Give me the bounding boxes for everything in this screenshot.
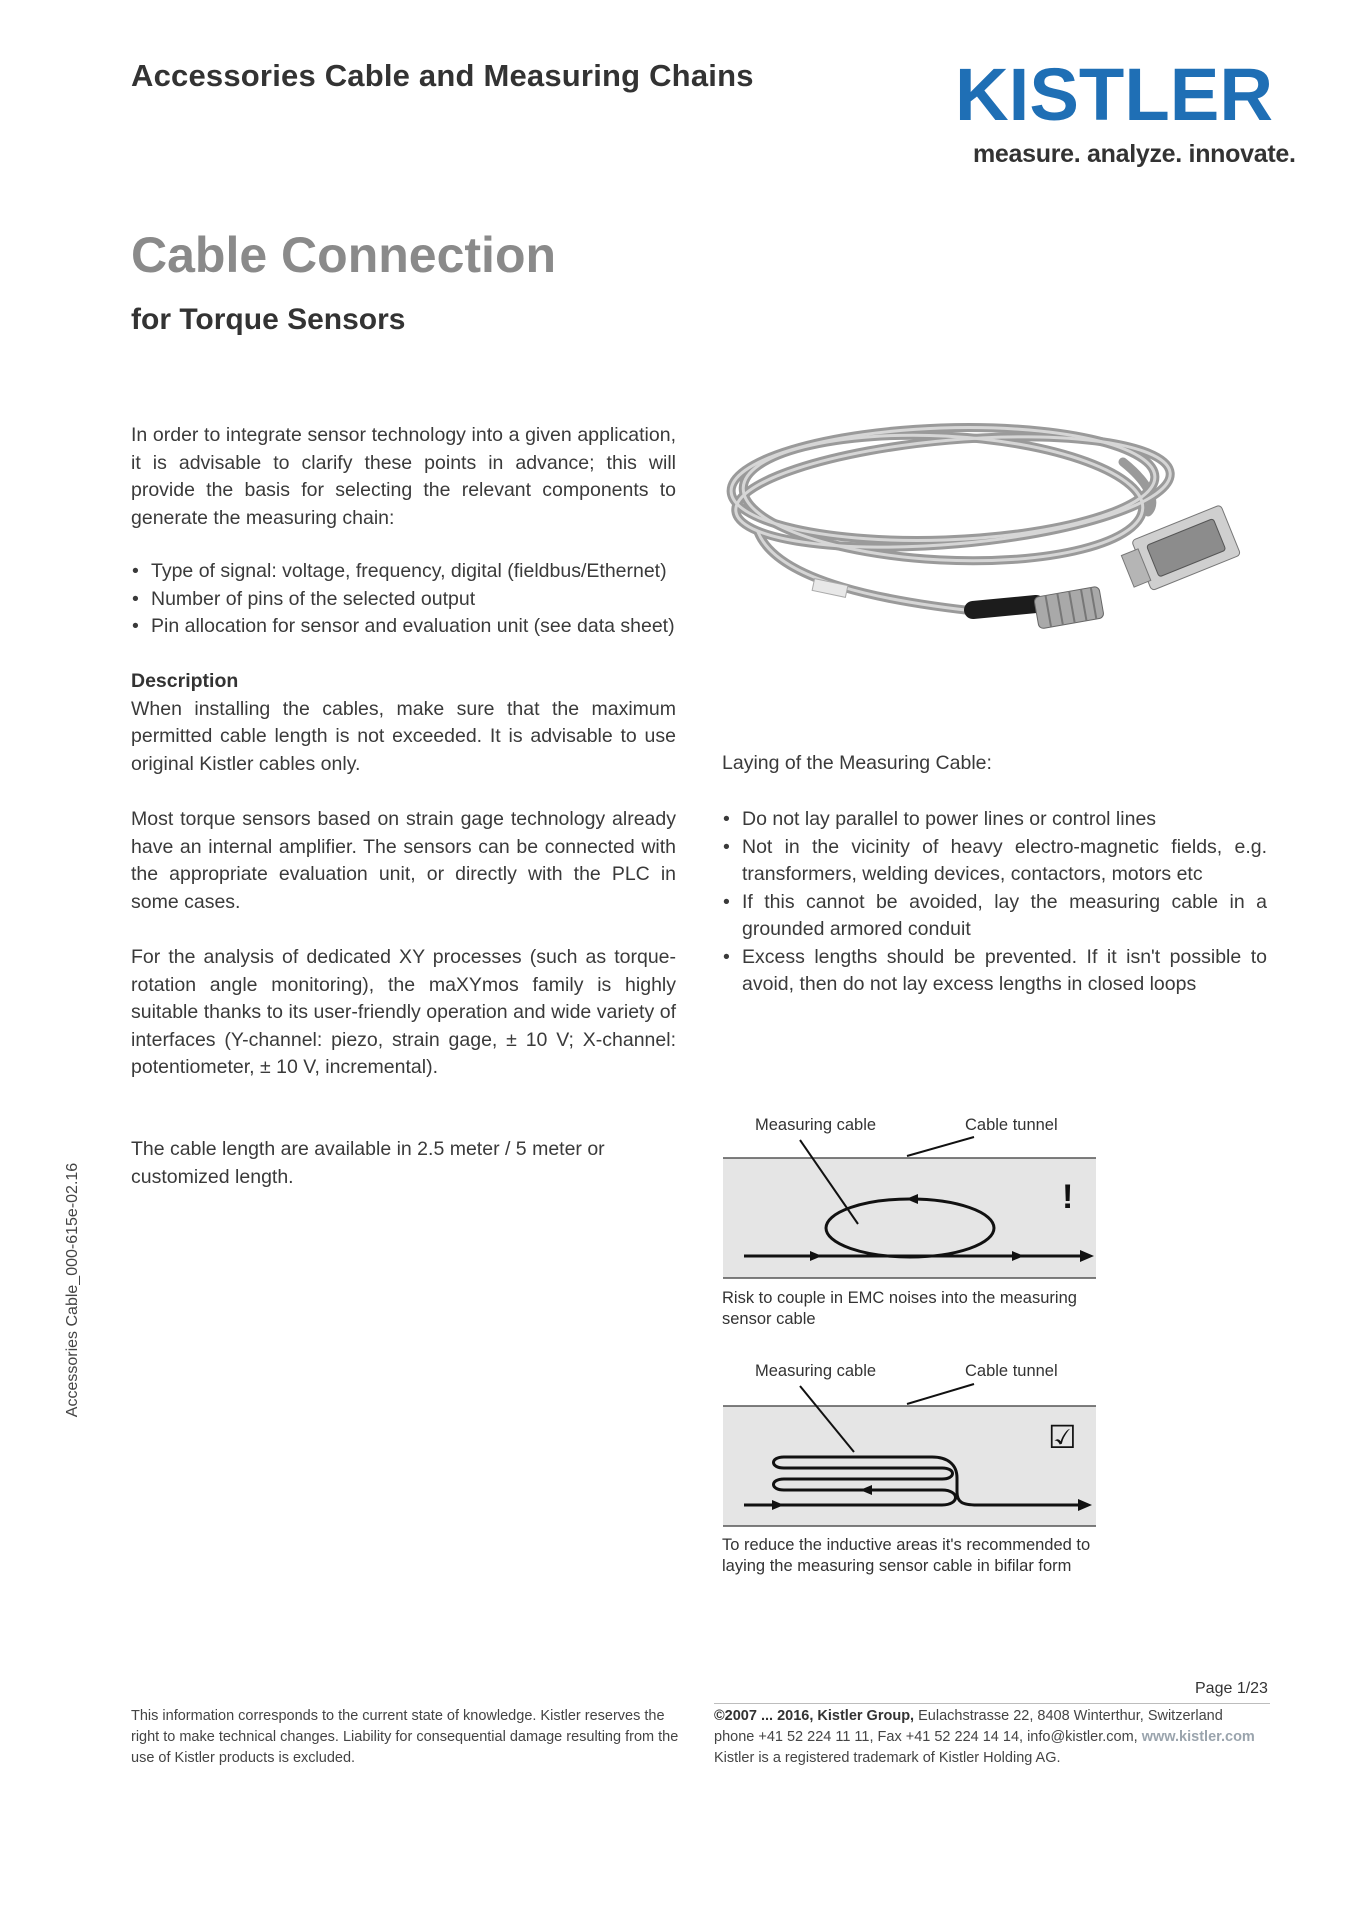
description-paragraph: Most torque sensors based on strain gage technology already have an internal amplifier. The sensors can be connected with the appropriate evaluation unit, or directly with the PLC in some cases.	[131, 808, 676, 913]
list-item: • Number of pins of the selected output	[131, 586, 676, 614]
footer-copyright: ©2007 ... 2016, Kistler Group,	[714, 1708, 915, 1724]
figure1-caption: Risk to couple in EMC noises into the measuring sensor cable	[722, 1289, 1077, 1328]
description-paragraph: The cable length are available in 2.5 meter / 5 meter or customized length.	[131, 1138, 605, 1188]
figure1-label-cable: Measuring cable	[755, 1116, 877, 1134]
figure2-caption: To reduce the inductive areas it's recommended to laying the measuring sensor cable in bifilar form	[722, 1536, 1091, 1575]
laying-bullet-list	[722, 806, 1267, 999]
document-header-title: Accessories Cable and Measuring Chains	[131, 58, 754, 93]
warning-icon: !	[1062, 1178, 1074, 1216]
list-item: • If this cannot be avoided, lay the measuring cable in a grounded armored conduit	[722, 889, 1267, 944]
description-paragraph: When installing the cables, make sure that the maximum permitted cable length is not exceeded. It is advisable to use original Kistler cables only.	[131, 697, 676, 775]
page-title: Cable Connection	[131, 227, 557, 283]
footer-website-link[interactable]: www.kistler.com	[1141, 1729, 1255, 1745]
svg-text:KISTLER: KISTLER	[955, 58, 1273, 130]
page-subtitle: for Torque Sensors	[131, 303, 406, 336]
list-item: • Do not lay parallel to power lines or control lines	[722, 806, 1267, 834]
figure2-label-tunnel: Cable tunnel	[965, 1362, 1058, 1380]
laying-heading: Laying of the Measuring Cable:	[722, 752, 992, 774]
list-item: • Pin allocation for sensor and evaluation unit (see data sheet)	[131, 613, 676, 641]
cable-product-image	[718, 402, 1278, 662]
footer-address: Eulachstrasse 22, 8408 Winterthur, Switzerland	[918, 1708, 1223, 1724]
figure2-label-cable: Measuring cable	[755, 1362, 877, 1380]
footer-divider	[714, 1703, 1270, 1704]
list-item: • Not in the vicinity of heavy electro-magnetic fields, e.g. transformers, welding devices, contactors, motors etc	[722, 834, 1267, 889]
document-id-side-label: Accessories Cable_000-615e-02.16	[64, 1162, 81, 1418]
page-number: Page 1/23	[1195, 1680, 1268, 1697]
intro-bullet-list	[131, 558, 676, 641]
description-heading: Description	[131, 670, 239, 692]
figure2-bifilar-diagram	[722, 1382, 1098, 1530]
brand-tagline: measure. analyze. innovate.	[973, 140, 1296, 168]
description-paragraph: For the analysis of dedicated XY processes (such as torque-rotation angle monitoring), the maXYmos family is highly suitable thanks to its user-friendly operation and wide variety of interfaces (Y-channel: piezo, strain gage, ± 10 V; X-channel: potentiometer, ± 10 V, incremental).	[131, 946, 676, 1078]
figure1-loop-diagram	[722, 1136, 1098, 1282]
list-item: • Type of signal: voltage, frequency, digital (fieldbus/Ethernet)	[131, 558, 676, 586]
check-box-icon: ☑	[1048, 1418, 1077, 1456]
kistler-logo	[955, 58, 1275, 130]
footer-disclaimer: This information corresponds to the current state of knowledge. Kistler reserves the right to make technical changes. Liability for consequential damage resulting from the use of Kistler products is excluded.	[131, 1708, 679, 1766]
footer-phone-email: phone +41 52 224 11 11, Fax +41 52 224 14 14, info@kistler.com,	[714, 1729, 1138, 1745]
description-section	[131, 668, 676, 778]
list-item: • Excess lengths should be prevented. If it isn't possible to avoid, then do not lay excess lengths in closed loops	[722, 944, 1267, 999]
intro-paragraph: In order to integrate sensor technology into a given application, it is advisable to clarify these points in advance; this will provide the basis for selecting the relevant components to generate the measuring chain:	[131, 424, 676, 529]
footer-contact	[714, 1706, 1274, 1769]
figure1-label-tunnel: Cable tunnel	[965, 1116, 1058, 1134]
footer-trademark: Kistler is a registered trademark of Kistler Holding AG.	[714, 1750, 1061, 1766]
